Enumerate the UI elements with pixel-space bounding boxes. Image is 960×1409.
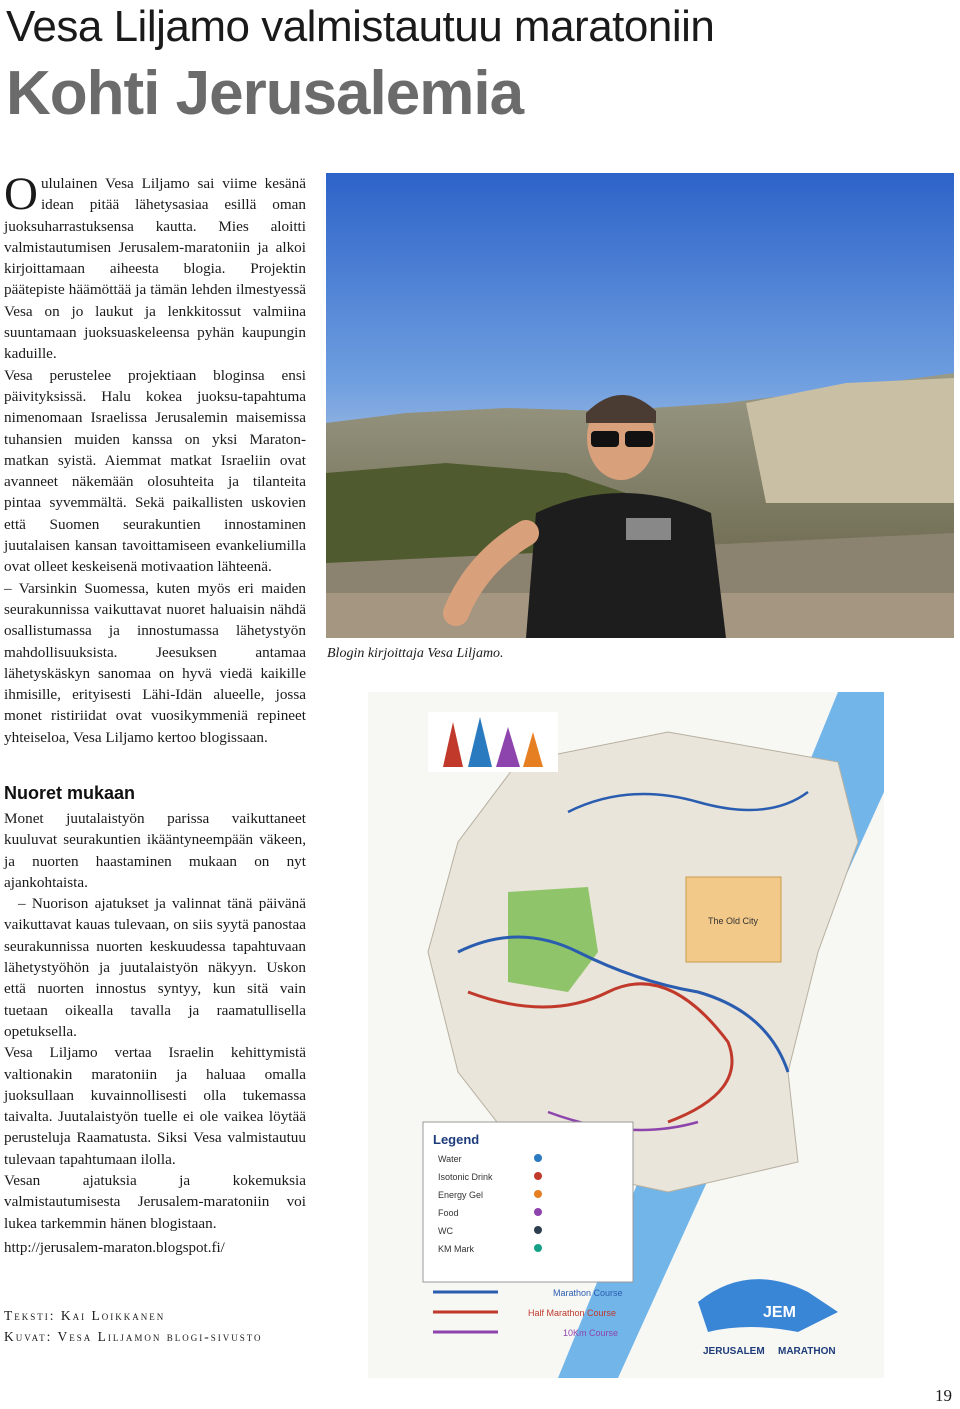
logo-mark: JEM bbox=[763, 1304, 796, 1321]
intro-paragraph bbox=[4, 168, 306, 365]
legend-wc: WC bbox=[438, 1226, 453, 1236]
page-number: 19 bbox=[935, 1386, 952, 1405]
water-icon bbox=[534, 1154, 542, 1162]
credit-photos: Kuvat: Vesa Liljamon blogi-sivusto bbox=[4, 1329, 263, 1344]
wc-icon bbox=[534, 1226, 542, 1234]
legend-gel: Energy Gel bbox=[438, 1190, 484, 1200]
credit-text: Teksti: Kai Loikkanen bbox=[4, 1308, 166, 1323]
article-kicker: Vesa Liljamo valmistautuu maratoniin bbox=[6, 2, 715, 51]
legend-isotonic: Isotonic Drink bbox=[438, 1172, 493, 1182]
legend-food: Food bbox=[438, 1208, 459, 1218]
paragraph-4: Monet juutalaistyön parissa vaikuttaneet kuuluvat seurakuntien ikääntyneempään väkeen, ja nuorten haastaminen mukaan on nyt ajankohtaista. bbox=[4, 810, 306, 891]
dropcap: O bbox=[4, 168, 38, 220]
legend-water: Water bbox=[438, 1154, 462, 1164]
old-city-label: The Old City bbox=[707, 916, 759, 926]
paragraph-7: Vesan ajatuksia ja kokemuksia valmistautumisesta Jerusalem-maratoniin voi lukea tarkemmin hänen blogistaan. bbox=[4, 1172, 306, 1232]
food-icon bbox=[534, 1208, 542, 1216]
map-legend-title: Legend bbox=[433, 1132, 480, 1147]
photo-caption: Blogin kirjoittaja Vesa Liljamo. bbox=[327, 646, 504, 661]
paragraph-6: Vesa Liljamo vertaa Israelin kehittymistä valtionakin maratoniin ja haluaa omalla juoksullaan kuvainnollisesti olla tukemassa taivalta. Juutalaistyön tuelle ei ole vaikea löytää perusteluja Raamatusta. Siksi Vesa valmistautuu tulevaan tapahtumaan ilolla. bbox=[4, 1044, 306, 1168]
legend-km: KM Mark bbox=[438, 1244, 474, 1254]
course-half: Half Marathon Course bbox=[528, 1308, 617, 1318]
article-headline: Kohti Jerusalemia bbox=[6, 59, 524, 128]
intro-text: ululainen Vesa Liljamo sai viime kesänä idean pitää lähetysasiaa esillä oman juoksuharrastuksensa kautta. Mies aloitti valmistautumisen Jerusalem-maratoniin ja alkoi kirjoittamaan aiheesta blogia. Projektin päätepiste häämöttää ja tämän lehden ilmestyessä Vesa on jo laukut ja lenkkitossut valmiina suuntamaan juoksuaskeleensa pyhän kaupungin kaduille. bbox=[4, 175, 306, 363]
gel-icon bbox=[534, 1190, 542, 1198]
course-marathon: Marathon Course bbox=[553, 1288, 623, 1298]
blog-url[interactable]: http://jerusalem-maraton.blogspot.fi/ bbox=[4, 1240, 225, 1256]
subheading: Nuoret mukaan bbox=[4, 783, 136, 803]
paragraph-3: – Varsinkin Suomessa, kuten myös eri maiden seurakunnissa vaikuttavat nuoret haluaisin nähdä osallistumassa ja innostumassa lähetystyön mahdollisuuksista. Jeesuksen antamaa lähetyskäskyn sanomaa on hyvä viedä kaikille ihmisille, erityisesti Lähi-Idän alueelle, jossa monet ristiriidat ovat vuosikymmeniä repineet yhteiseloa, Vesa Liljamo kertoo blogissaan. bbox=[4, 579, 306, 746]
logo-jerusalem: JERUSALEM bbox=[703, 1346, 765, 1357]
paragraph-2: Vesa perustelee projektiaan bloginsa ensi päivityksissä. Halu kokea juoksu-tapahtuma nimenomaan Israelissa Jerusalemin maisemissa tuhansien muiden kanssa on yksi Maraton-matkan syistä. Aiemmat matkat Israeliin ovat avanneet näkemään olosuhteita ja tilanteita pintaa syvemmältä. Sekä paikallisten uskovien että Suomen seurakuntien innostaminen juutalaisen kansan tavoittamiseen evankeliumilla ovat olleet keskeisenä motivaation lähteenä. bbox=[4, 366, 306, 576]
article-column-1b bbox=[4, 808, 306, 1234]
credits bbox=[4, 1305, 263, 1347]
bottle-icon bbox=[534, 1172, 542, 1180]
course-10k: 10Km Course bbox=[563, 1328, 619, 1338]
logo-marathon: MARATHON bbox=[778, 1346, 836, 1357]
km-flag-icon bbox=[534, 1244, 542, 1252]
marathon-route-map bbox=[368, 692, 884, 1378]
article-column-1 bbox=[4, 168, 306, 748]
paragraph-5: – Nuorison ajatukset ja valinnat tänä päivänä vaikuttavat kauas tulevaan, on siis syytä panostaa seurakunnissa nuorten keskuudessa tapahtuvaan lähetystyöhön ja juutalaistyön näkyyn. Uskon että nuorten innostus syntyy, kun sitä vain tuetaan oikealla tavalla ja raamatullisella opetuksella. bbox=[4, 895, 306, 1040]
runner-photo bbox=[326, 173, 954, 638]
